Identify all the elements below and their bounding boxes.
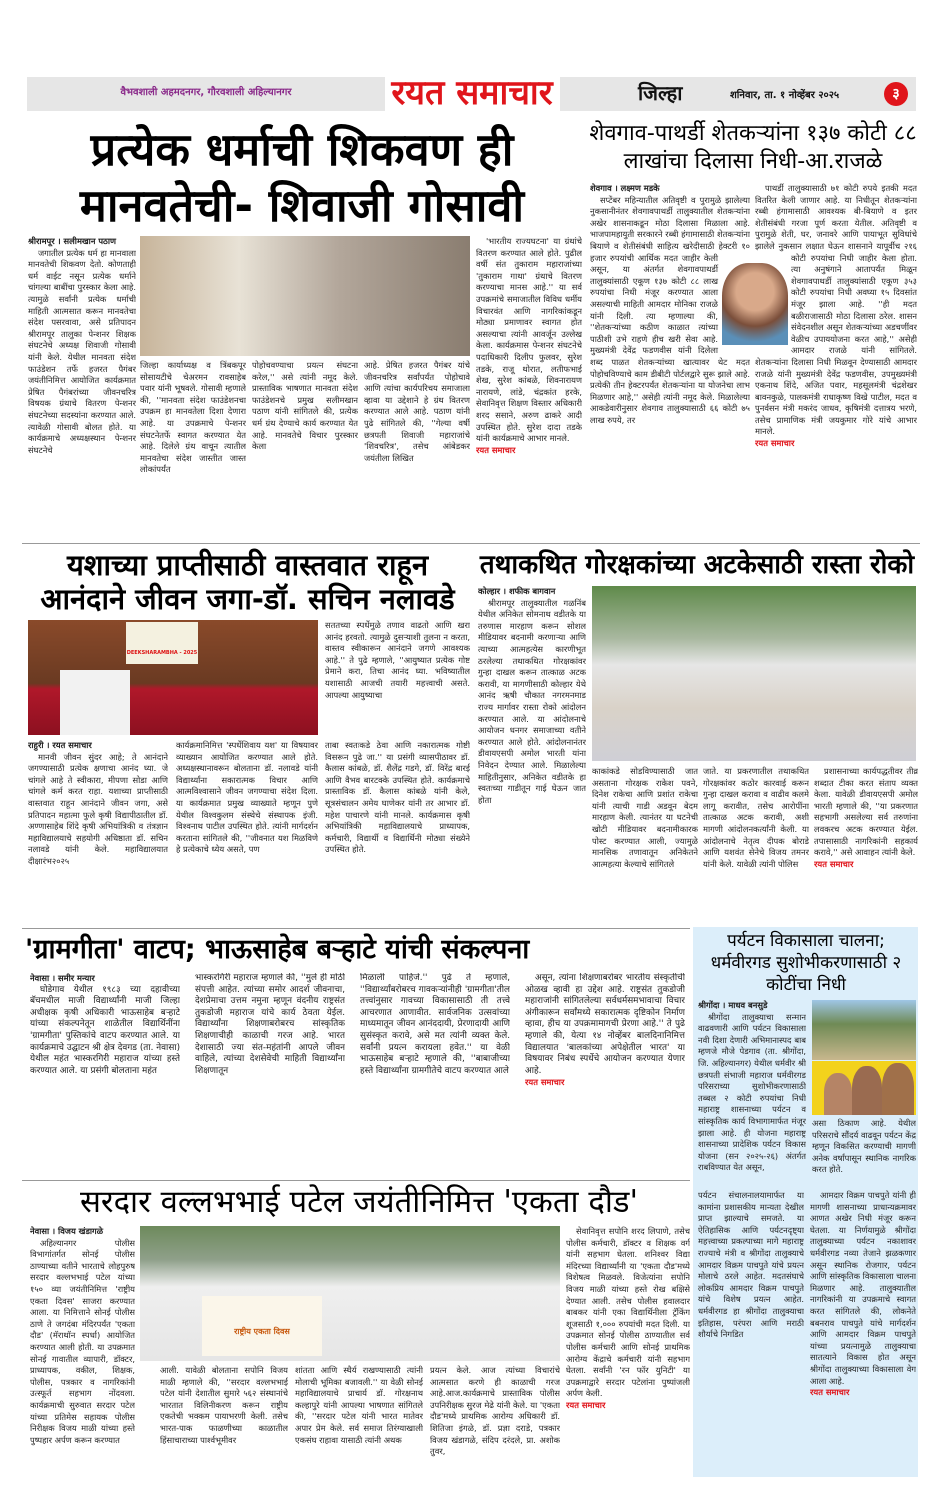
story7-col3: शांतता आणि स्थैर्य राखण्यासाठी त्यांनी मोलाची भूमिका बजावली.'' या वेळी सोनई महाविद्यालयाचे प्राचार्य डॉ. गोरक्षनाथ कल्हापुरे यांनी आपल्या भाषणात सांगितले की, ''सरदार पटेल यांनी भारत मातेवर अपार प्रेम केले. सर्व समाज तिरंग्याखाली एकसंघ राहावा यासाठी त्यांनी अथक (295, 1365, 423, 1445)
story1-col2: जिल्हा कार्याध्यक्ष व त्रिंबकपूर सोसायटीचे चेअरमन रावसाहेब पवार यांनी भूषवले. गोसावी म्हणाले की, ''मानवता संदेश फाउंडेशनचा उपक्रम हा मानवतेला दिशा देणारा आहे. या उपक्रमाचे पेन्शनर संघटनेतर्फे स्वागत करण्यात येत आहे. दिलेले ग्रंथ वाचून त्यातील मानवतेचा संदेश जास्तीत जास्त लोकांपर्यंत (140, 360, 246, 475)
story6-col4: आमदार विक्रम पाचपुते यांनी ही मागणी शासनाच्या प्राधान्यक्रमावर आणत अखेर निधी मंजूर करून घेतला. या निर्णयामुळे श्रीगोंदा तालुक्याच्या पर्यटन नकाशावर धर्मवीरगड नव्या तेजाने झळकणार असून स्थानिक रोजगार, पर्यटन आणि सांस्कृतिक विकासाला चालना मिळणार आहे. तालुक्यातील नागरिकांनी या उपक्रमाचे स्वागत करत सांगितले की, लोकनेते बबनराव पाचपुते यांचे मार्गदर्शन आणि आमदार विक्रम पाचपुते यांच्या प्रयत्नामुळे तालुक्याचा सातत्याने विकास होत असून श्रीगोंदा तालुक्याच्या विकासाला वेग आला आहे. रयत समाचार (810, 1190, 916, 1398)
story6-leaders-photo (812, 1061, 916, 1115)
story1-headline: प्रत्येक धर्माची शिकवण ही मानवतेची- शिवाजी गोसावी (79, 123, 525, 232)
story2-portrait-photo (722, 263, 788, 345)
story4-headline: तथाकथित गोरक्षकांच्या अटकेसाठी रास्ता रोको (479, 550, 915, 580)
story4-col2: काकांकडे सोडविण्यासाठी जात असताना गोरक्षक राकेश पवने, दिनेश राकेचा आणि प्रशांत राकेचा यांनी त्याची गाडी अडवून बेदम मारहाण केली. त्यानंतर या घटनेची खोटी मीडियावर बदनामीकारक पोस्ट करण्यात आली, ज्यामुळे मानसिक तणावातून अनिकेतने आत्महत्या केल्याचे सांगितले (592, 766, 698, 869)
story1-signoff: रयत समाचार (476, 444, 516, 455)
story6-byline: श्रीगोंदा । माधव बनसुडे (698, 1000, 768, 1010)
story3-headline: यशाच्या प्राप्तीसाठी वास्तवात राहून आनंदाने जीवन जगा-डॉ. सचिन नलावडे (40, 548, 455, 616)
story4-byline: कोल्हार । शफीक बागवान (478, 586, 556, 596)
story7-col5: सेवानिवृत्त सपोनि शरद लिपाणे, तसेच पोलीस कर्मचारी, डॉक्टर व शिक्षक वर्ग यांनी सहभाग घेतला. शनिश्वर विद्या मंदिरच्या विद्यार्थ्यांनी या 'एकता दौड'मध्ये विशेषत्व मिळवले. विजेत्यांना सपोनि विजय माळी यांच्या हस्ते रोख बक्षिसे देण्यात आली. तसेच पोलीस हवालदार बाबकर यांनी एका विद्यार्थिनीला ट्रॅकिंग शूजसाठी १,००० रुपयांची मदत दिली. या उपक्रमात सोनई पोलीस ठाण्यातील सर्व पोलीस कर्मचारी आणि सोनई प्राथमिक आरोग्य केंद्राचे कर्मचारी यांनी सहभाग घेतला. सर्वांनी 'रन फॉर युनिटी' या उपक्रमाद्वारे सरदार पटेलांना पुष्पांजली अर्पण केली. रयत समाचार (566, 1226, 690, 1410)
portrait (882, 1063, 914, 1115)
page-number-badge: ३ (884, 82, 908, 106)
story1-col5: 'भारतीय राज्यघटना' या ग्रंथांचे वितरण करण्यात आले होते. पुढील वर्षी संत तुकाराम महाराजांच्या 'तुकाराम गाथा' ग्रंथाचे वितरण करण्याचा मानस आहे.'' या सर्व उपक्रमांचे समाजातील विविध धर्मीय विचारवंत आणि नागरिकांकडून मोठ्या प्रमाणावर स्वागत होत असल्याचा त्यांनी आवर्जून उल्लेख केला. कार्यक्रमास पेन्शनर संघटनेचे पदाधिकारी दिलीप फुलवर, सुरेश तडके, राजू थोरात, लतीफभाई शेख, सुरेश कांबळे, शिवनारायण नारायणे, लांडे, चंद्रकांत हरके, सेवानिवृत्त शिक्षण विस्तार अधिकारी शरद ससाने, अरुण ढाकरे आदी उपस्थित होते. सुरेश दादा तडके यांनी कार्यक्रमाचे आभार मानले. रयत समाचार (476, 236, 582, 455)
story1-col1: श्रीरामपूर । सलीमखान पठाण जगातील प्रत्येक धर्म हा मानवाला मानवतेची शिकवण देतो. कोणताही धर्म वाईट नसून प्रत्येक धर्माने चांगल्या बाबींचा पुरस्कार केला आहे. त्यामुळे सर्वांनी प्रत्येक धर्माची माहिती आत्मसात करून मानवतेचा संदेश पसरवावा, असे प्रतिपादन श्रीरामपूर तालुका पेन्शनर शिक्षक संघटनेचे अध्यक्ष शिवाजी गोसावी यांनी केले. येथील मानवता संदेश फाउंडेशन तर्फे हजरत पैगंबर जयंतीनिमित्त आयोजित कार्यक्रमात प्रेषित पैगंबरांच्या जीवनचरित्र विषयक ग्रंथाचे वितरण पेन्शनर संघटनेच्या सदस्यांना करण्यात आले. त्यावेळी गोसावी बोलत होते. या कार्यक्रमाचे अध्यक्षस्थान पेन्शनर संघटनेचे (28, 236, 136, 455)
divider (22, 928, 690, 929)
story7-col2: आली. यावेळी बोलताना सपोनि विजय माळी म्हणाले की, ''सरदार वल्लभभाई पटेल यांनी देशातील सुमारे ५६२ संस्थानांचे भारतात विलिनीकरण करून राष्ट्रीय एकतेची भक्कम पायाभरणी केली. तसेच भारत-पाक फाळणीच्या काळातील हिंसाचाराच्या पार्श्वभूमीवर (160, 1365, 288, 1445)
story3-side-col: सततच्या स्पर्धेमुळे तणाव वाढतो आणि खरा आनंद हरवतो. त्यामुळे दुसऱ्याशी तुलना न करता, वास्तव स्वीकारून आनंदाने जगणे आवश्यक आहे.'' ते पुढे म्हणाले, ''आयुष्यात प्रत्येक गोष्ट प्रेमाने करा, तिचा आनंद घ्या. भविष्यातील यशासाठी आजची तयारी महत्त्वाची असते. आपल्या आयुष्याचा (325, 620, 470, 700)
story3-byline: राहुरी । रयत समाचार (28, 740, 92, 750)
story5-byline: नेवासा । समीर मन्यार (30, 973, 95, 983)
story1-byline: श्रीरामपूर । सलीमखान पठाण (28, 236, 117, 246)
story5-col3: मिळाली पाहिजे.'' पुढे ते म्हणाले, ''विद्यार्थ्यांबरोबरच गावकऱ्यांनीही 'ग्रामगीता'तील तत्त्वांनुसार गावच्या विकासासाठी ती तत्त्वे आचरणात आणावीत. सार्वजनिक उत्सवांच्या माध्यमातून जीवन आनंददायी, प्रेरणादायी आणि सुसंस्कृत करावे, असे मत त्यांनी व्यक्त केले. सर्वांनी प्रयत्न करायला हवेत.'' या वेळी भाऊसाहेब बऱ्हाटे म्हणाले की, ''बाबाजीच्या हस्ते विद्यार्थ्यांना ग्रामगीतेचे वाटप करण्यात आले (360, 973, 510, 1076)
banner: राष्ट्रीय एकता दिवस (202, 1296, 322, 1356)
story5-col2: भास्करगिरी महाराज म्हणाले की, ''मुले ही मोठी संपत्ती आहेत. त्यांच्या समोर आदर्श जीवनाचा, देशप्रेमाचा उत्तम नमुना म्हणून वंदनीय राष्ट्रसंत तुकडोजी महाराज यांचे कार्य ठेवता येईल. विद्यार्थ्यांना शिक्षणाबरोबरच सांस्कृतिक शिक्षणाचीही काळाची गरज आहे. भारत देशासाठी ज्या संत-महंतांनी आपले जीवन वाहिले, त्यांच्या देशसेवेची माहिती विद्यार्थ्यांना शिक्षणातून (195, 973, 345, 1076)
divider (22, 543, 920, 544)
story2-headline: शेवगाव-पाथर्डी शेतकऱ्यांना १३७ कोटी ८८ लाखांचा दिलासा निधी-आ.राजळे (589, 121, 917, 174)
banner: DEEKSHARAMBHA - 2025 (126, 622, 198, 664)
story6-col1: श्रीगोंदा । माधव बनसुडे श्रीगोंदा तालुक्याचा सन्मान वाढवणारी आणि पर्यटन विकासाला नवी दिशा देणारी अभिमानास्पद बाब म्हणजे मौजे पेडगाव (ता. श्रीगोंदा, जि. अहिल्यानगर) येथील धर्मवीर श्री छत्रपती संभाजी महाराज धर्मवीरगड परिसराच्या सुशोभीकरणासाठी तब्बल २ कोटी रुपयांचा निधी महाराष्ट्र शासनाच्या पर्यटन व सांस्कृतिक कार्य विभागामार्फत मंजूर झाला आहे. ही योजना महाराष्ट्र शासनाच्या प्रादेशिक पर्यटन विकास योजना (सन २०२५-२६) अंतर्गत राबविण्यात येत असून, (698, 1000, 806, 1173)
story6-headline: पर्यटन विकासाला चालना; धर्मवीरगड सुशोभीकरणासाठी २ कोटींचा निधी (710, 931, 902, 995)
section-name: जिल्हा (638, 81, 683, 105)
story6-signoff: रयत समाचार (810, 1387, 850, 1398)
story3-col2: कार्यक्रमानिमित्त 'स्पर्धेशिवाय यश' या विषयावर व्याख्यान आयोजित करण्यात आले होते. अध्यक्षस्थानावरून बोलताना डॉ. नलावडे यांनी विद्यार्थ्यांना सकारात्मक विचार आणि आत्मविश्वासाने जीवन जगण्याचा संदेश दिला. या कार्यक्रमात प्रमुख व्याख्याते म्हणून पुणे येथील विश्वकुलम संस्थेचे संस्थापक इंजी. विश्वनाथ पाटील उपस्थित होते. त्यांनी मार्गदर्शन करताना सांगितले की, ''जीवनात यश मिळविणे हे प्रत्येकाचे ध्येय असते, पण (176, 740, 318, 855)
story2-col2: पाथर्डी तालुक्यासाठी ७१ कोटी रुपये इतकी मदत वितरित केली जाणार आहे. या निधीतून शेतकऱ्यांना रब्बी हंगामासाठी आवश्यक बी-बियाणे व इतर शेतीसंबंधी गरजा पूर्ण करता येतील. अतिवृष्टी व पुरामुळे शेती, घर, जनावरे आणि पायाभूत सुविधांचे झालेले नुकसान लक्षात घेऊन शासनाने यापूर्वीच २१६ कोटी रुपयांचा निधी जाहीर केला होता. त्या अनुषंगाने आतापर्यंत मिळून शेवगावपाथर्डी तालुक्यांसाठी एकूण ३५३ कोटी रुपयांचा निधी अवघ्या १५ दिवसांत मंजूर झाला आहे. ''ही मदत बळीराजासाठी मोठा दिलासा ठरेल. शासन संवेदनशील असून शेतकऱ्यांच्या अडचणींवर वेळीच उपाययोजना करत आहे,'' असेही आमदार राजळे यांनी सांगितले. शेतकऱ्यांना दिलासा निधी मिळवून देण्यासाठी आमदार राजळे यांनी मुख्यमंत्री देवेंद्र फडणवीस, उपमुख्यमंत्री एकनाथ शिंदे, अजित पवार, महसूलमंत्री चंद्रशेखर बावनकुळे, पालकमंत्री राधाकृष्ण विखे पाटील, मदत व पुनर्वसन मंत्री मकरंद जाधव, कृषिमंत्री दत्तात्रय भरणे, तसेच प्रामाणिक मंत्री जयकुमार गोरे यांचे आभार मानले. रयत समाचार (755, 183, 917, 449)
story4-photo (592, 586, 916, 761)
story2-signoff: रयत समाचार (755, 438, 795, 449)
story4-col4: प्रशासनाच्या कार्यपद्धतीवर तीव्र शब्दात टीका करत संताप व्यक्त केला. यावेळी डीवायएसपी अमोल भारती म्हणाले की, ''या प्रकरणात सहभागी असलेल्या सर्व तरुणांना लवकरच अटक करण्यात येईल. तपासासाठी नागरिकांनी सहकार्य करावे,'' असे आवाहन त्यांनी केले. रयत समाचार (814, 766, 918, 869)
header-tagline-box (27, 77, 385, 111)
story4-col3: जाते. या प्रकरणातील तथाकथित गोरक्षकांवर कठोर कारवाई करून गुन्हा दाखल करावा व वाढीव कलमे लागू करावीत, तसेच आरोपींना तात्काळ अटक करावी, अशी मागणी आंदोलनकर्त्यांनी केली. या आंदोलनाचे नेतृत्व दीपक बोराडे आणि यशवंत सेनेचे विजय तमनर यांनी केले. यावेळी त्यांनी पोलिस (703, 766, 809, 869)
portrait (852, 1066, 882, 1115)
story6-col2: असा ठिकाण आहे. येथील परिसराचे सौंदर्य वाढवून पर्यटन केंद्र म्हणून विकसित करण्याची मागणी अनेक वर्षांपासून स्थानिक नागरिक करत होते. (812, 1118, 916, 1175)
story7-headline: सरदार वल्लभभाई पटेल जयंतीनिमित्त 'एकता दौड' (79, 1184, 639, 1220)
tagline: वैभवशाली अहमदनगर, गौरवशाली अहिल्यानगर (120, 87, 292, 98)
story5-headline: 'ग्रामगीता' वाटप; भाऊसाहेब बऱ्हाटे यांची संकल्पना (25, 934, 530, 965)
story5-col4: असून, त्यांना शिक्षणाबरोबर भारतीय संस्कृतीची ओळख व्हावी हा उद्देश आहे. राष्ट्रसंत तुकडोजी महाराजांनी सांगितलेल्या सर्वधर्मसमभावाचा विचार अंगीकारून सर्वांमध्ये सकारात्मक दृष्टिकोन निर्माण व्हावा, हीच या उपक्रमामागची प्रेरणा आहे.'' ते पुढे म्हणाले की, येत्या १४ नोव्हेंबर बालदिनानिमित्त विद्यालयात 'बालकांच्या अपेक्षेतील भारत' या विषयावर निबंध स्पर्धेचे आयोजन करण्यात येणार आहे. रयत समाचार (525, 973, 685, 1088)
story1-col3: पोहोचवण्याचा प्रयत्न संघटना करेल,'' असे त्यांनी नमूद केले. प्रास्ताविक भाषणात मानवता संदेश फाउंडेशनचे प्रमुख सलीमखान पठाण यांनी सांगितले की, प्रत्येक धर्म ग्रंथ देण्याचे कार्य करण्यात येत आहे. मानवतेचे विचार पुरस्कार केला (252, 360, 358, 452)
story3-col1: राहुरी । रयत समाचार मानवी जीवन सुंदर आहे; ते आनंदाने जगण्यासाठी प्रत्येक क्षणाचा आनंद घ्या. जे चांगले आहे ते स्वीकारा, मीपणा सोडा आणि चांगले कर्म करत राहा. यशाच्या प्राप्तीसाठी वास्तवात राहून आनंदाने जीवन जगा, असे प्रतिपादन महात्मा फुले कृषी विद्यापीठातील डॉ. अण्णासाहेब शिंदे कृषी अभियांत्रिकी व तंत्रज्ञान महाविद्यालयाचे सहयोगी अधिष्ठाता डॉ. सचिन नलावडे यांनी केले. महाविद्यालयात दीक्षारंभ२०२५ (28, 740, 168, 866)
story4-signoff: रयत समाचार (814, 858, 854, 869)
podium (60, 670, 130, 735)
story7-photo (140, 1226, 560, 1361)
story5-signoff: रयत समाचार (525, 1077, 565, 1088)
story4-col1: कोल्हार । शफीक बागवान श्रीरामपूर तालुक्यातील गळनिंब येथील अनिकेत सोमनाथ वडीतके या तरुणास मारहाण करून सोशल मीडियावर बदनामी करणाऱ्या आणि त्याच्या आत्महत्येस कारणीभूत ठरलेल्या तथाकथित गोरक्षकांवर गुन्हा दाखल करून तात्काळ अटक करावी, या मागणीसाठी कोल्हार येथे आनंद ऋषी चौकात नगरमनमाड राज्य मार्गावर रास्ता रोको आंदोलन करण्यात आले. या आंदोलनाचे आयोजन धनगर समाजाच्या वतीने करण्यात आले होते. आंदोलनानंतर डीवायएसपी अमोल भारती यांना निवेदन देण्यात आले. मिळालेल्या माहितीनुसार, अनिकेत वडीतके हा स्वतःच्या गाडीतून गाई घेऊन जात होता (478, 586, 586, 805)
story1-col4: आहे. प्रेषित हजरत पैगंबर यांचे जीवनचरित्र सर्वांपर्यंत पोहोचावे आणि त्यांचा कार्यपरिचय समाजाला व्हावा या उद्देशाने हे ग्रंथ वितरण करण्यात आले आहे. पठाण यांनी पुढे सांगितले की, ''गेल्या वर्षी छत्रपती शिवाजी महाराजांचे 'शिवचरित्र', तसेच आंबेडकर जयंतीला लिखित (364, 360, 470, 463)
story6-col3: पर्यटन संचालनालयामार्फत या कामांना प्रशासकीय मान्यता देखील प्राप्त झाल्याचे समजते. या ऐतिहासिक आणि पर्यटनदृष्ट्या महत्त्वाच्या प्रकल्पाच्या मागे महाराष्ट्र राज्याचे मंत्री व श्रीगोंदा तालुक्याचे आमदार विक्रम पाचपुते यांचे प्रयत्न मोलाचे ठरले आहेत. मदतसंघाचे लोकप्रिय आमदार विक्रम पाचपुते यांचे विशेष प्रयत्न आहेत. धर्मवीरगड हा श्रीगोंदा तालुक्याचा इतिहास, परंपरा आणि मराठी शौर्याचे निगडित (698, 1190, 804, 1340)
story2-byline: शेवगाव । लक्ष्मण मडके (590, 183, 660, 193)
story2-col1: शेवगाव । लक्ष्मण मडके सप्टेंबर महिन्यातील अतिवृष्टी व पुरामुळे झालेल्या नुकसानीनंतर शेवगावपाथर्डी तालुक्यातील शेतकऱ्यांना अखेर शासनाकडून मोठा दिलासा मिळाला आहे. भाजपामहायुती सरकारने रब्बी हंगामासाठी शेतकऱ्यांना बियाणे व शेतीसंबंधी साहित्य खरेदीसाठी हेक्टरी १० हजार रुपयांची आर्थिक मदत जाहीर केली असून, या अंतर्गत शेवगावपाथर्डी तालुक्यांसाठी एकूण १३७ कोटी ८८ लाख रुपयांचा निधी मंजूर करण्यात आला असल्याची माहिती आमदार मोनिका राजळे यांनी दिली. त्या म्हणाल्या की, ''शेतकऱ्यांच्या कठीण काळात त्यांच्या पाठीशी उभे राहणे हीच खरी सेवा आहे. मुख्यमंत्री देवेंद्र फडणवीस यांनी दिलेला शब्द पाळत शेतकऱ्यांच्या खात्यावर थेट मदत पोहोचविण्याचे काम डीबीटी पोर्टलद्वारे सुरू झाले आहे. प्रत्येकी तीन हेक्टरपर्यंत शेतकऱ्यांना या योजनेचा लाभ मिळणार आहे,'' असेही त्यांनी नमूद केले. मिळालेल्या आकडेवारीनुसार शेवगाव तालुक्यासाठी ६६ कोटी ७५ लाख रुपये, तर (590, 183, 750, 425)
header-section-box (560, 77, 916, 111)
story6-fort-photo (812, 1000, 916, 1060)
divider (22, 1180, 690, 1181)
story3-col3: ताबा स्वतःकडे ठेवा आणि नकारात्मक गोष्टी विसरून पुढे जा.'' या प्रसंगी व्यासपीठावर डॉ. कैलास कांबळे, डॉ. शैलेंद्र गडगे, डॉ. विरेंद्र बारई आणि वैभव बारटक्के उपस्थित होते. कार्यक्रमाचे प्रास्ताविक डॉ. कैलास कांबळे यांनी केले, सूत्रसंचालन अमेय घाणेकर यांनी तर आभार डॉ. महेश पाचारणे यांनी मानले. कार्यक्रमास कृषी अभियांत्रिकी महाविद्यालयाचे प्राध्यापक, कर्मचारी, विद्यार्थी व विद्यार्थिनी मोठ्या संख्येने उपस्थित होते. (325, 740, 470, 855)
story1-photo (140, 236, 470, 356)
story7-byline: नेवासा । विजय खंडागळे (30, 1226, 104, 1236)
story7-col1: नेवासा । विजय खंडागळे अहिल्यानगर पोलीस विभागांतर्गत सोनई पोलीस ठाण्याच्या वतीने भारताचे लोहपुरुष सरदार वल्लभभाई पटेल यांच्या १५० व्या जयंतीनिमित्त 'राष्ट्रीय एकता दिवस' साजरा करण्यात आला. या निमित्ताने सोनई पोलीस ठाणे ते जगदंबा मंदिरपर्यंत 'एकता दौड' (मॅराथॉन स्पर्धा) आयोजित करण्यात आली होती. या उपक्रमात सोनई गावातील व्यापारी, डॉक्टर, प्राध्यापक, वकील, शिक्षक, पोलीस, पत्रकार व नागरिकांनी उत्स्फूर्त सहभाग नोंदवला. कार्यक्रमाची सुरुवात सरदार पटेल यांच्या प्रतिमेस सहायक पोलीस निरीक्षक विजय माळी यांच्या हस्ते पुष्पहार अर्पण करून करण्यात (30, 1226, 135, 1445)
issue-date: शनिवार, ता. १ नोव्हेंबर २०२५ (730, 90, 840, 101)
story3-photo (28, 620, 318, 735)
story7-signoff: रयत समाचार (566, 1399, 606, 1410)
story5-col1: नेवासा । समीर मन्यार घोडेगाव येथील १९८३ च्या दहावीच्या बॅचमधील माजी विद्यार्थ्यांनी माजी जिल्हा अधीक्षक कृषी अधिकारी भाऊसाहेब बऱ्हाटे यांच्या संकल्पनेतून शाळेतील विद्यार्थिनींना 'ग्रामगीता' पुस्तिकांचे वाटप करण्यात आले. या कार्यक्रमाचे उद्घाटन श्री क्षेत्र देवगड (ता. नेवासा) येथील महंत भास्करगिरी महाराज यांच्या हस्ते करण्यात आले. या प्रसंगी बोलताना महंत (30, 973, 180, 1076)
masthead-logo: रयत समाचार (391, 73, 553, 113)
portrait (824, 1073, 852, 1115)
story7-col4: प्रयत्न केले. आज त्यांच्या विचारांचे आत्मसात करणे ही काळाची गरज आहे.आज.कार्यक्रमाचे प्रास्ताविक पोलीस उपनिरीक्षक सुरज मेढे यांनी केले. या 'एकता दौड'मध्ये प्राथमिक आरोग्य अधिकारी डॉ. शितिजा इंगळे, डॉ. प्रज्ञा दराडे, पत्रकार विजय खंडागळे, संदिप दरंदले, प्रा. अशोक तुवर, (430, 1365, 560, 1457)
